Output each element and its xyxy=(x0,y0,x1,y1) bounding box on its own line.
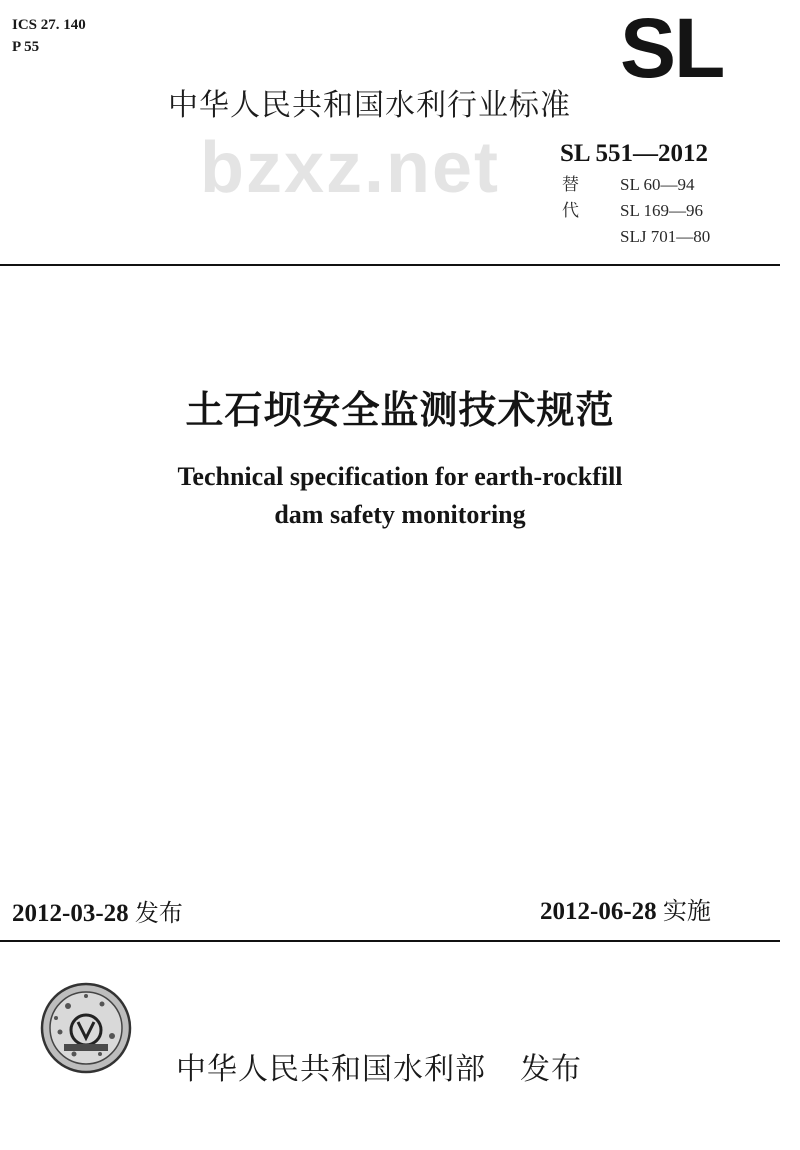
replaced-standard: SLJ 701—80 xyxy=(620,227,711,246)
issue-date-block xyxy=(12,896,183,931)
replaced-standard: SL 60—94 xyxy=(620,175,695,194)
title-english-line: dam safety monitoring xyxy=(274,500,526,529)
title-chinese: 土石坝安全监测技术规范 xyxy=(185,388,615,432)
sl-logo: SL xyxy=(620,1,724,95)
industry-standard-heading: 中华人民共和国水利行业标准 xyxy=(168,88,571,123)
ministry-seal-icon xyxy=(38,980,134,1076)
issue-label: 发布 xyxy=(134,899,183,927)
implement-date: 2012-06-28 xyxy=(540,898,657,925)
ccs-code: P 55 xyxy=(12,39,40,55)
top-divider xyxy=(0,264,780,266)
replaced-standards-list xyxy=(620,172,710,250)
watermark: bzxz.net xyxy=(200,128,501,208)
implement-label: 实施 xyxy=(662,897,711,925)
standard-number: SL 551—2012 xyxy=(560,140,708,167)
publisher-name: 中华人民共和国水利部 xyxy=(176,1052,486,1087)
implement-date-block xyxy=(540,894,711,929)
bottom-divider xyxy=(0,940,780,942)
replaced-standard: SL 169—96 xyxy=(620,201,703,220)
issue-date: 2012-03-28 xyxy=(12,900,129,927)
ics-code: ICS 27. 140 xyxy=(12,17,86,33)
title-english xyxy=(0,458,800,534)
replaces-label: 替代 xyxy=(562,175,579,221)
publisher-line xyxy=(176,1048,582,1092)
title-english-line: Technical specification for earth-rockfill xyxy=(177,462,623,491)
publisher-action: 发布 xyxy=(520,1052,582,1087)
classification-codes xyxy=(12,14,86,58)
